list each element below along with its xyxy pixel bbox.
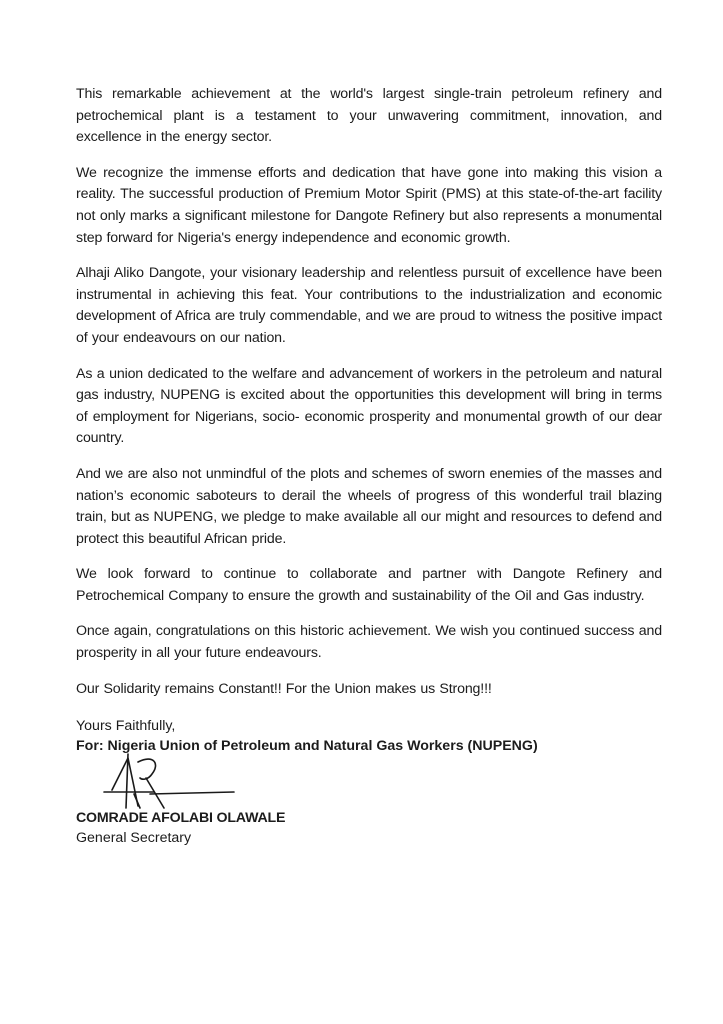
paragraph-achievement: This remarkable achievement at the world's largest single-train petroleum refinery and petrochemical plant is a testament to your unwavering commitment, innovation, and excellence in the energy sector. bbox=[76, 86, 662, 146]
paragraph-pledge: And we are also not unmindful of the plots and schemes of sworn enemies of the masses and nation’s economic saboteurs to derail the wheels of progress of this wonderful trail blazing train, but as NUPENG, we pledge to make available all our might and resources to defend and protect this beautiful African pride. bbox=[76, 465, 662, 547]
paragraph-leadership: Alhaji Aliko Dangote, your visionary leadership and relentless pursuit of excellence have been instrumental in achieving this feat. Your contributions to the industrialization and economic development of Africa are truly commendable, and we are proud to witness the positive impact of your endeavours on our nation. bbox=[76, 265, 662, 346]
signatory-name: COMRADE AFOLABI OLAWALE bbox=[76, 810, 286, 827]
signature-block bbox=[76, 756, 662, 808]
letter-closing bbox=[76, 716, 662, 848]
on-behalf-of: For: Nigeria Union of Petroleum and Natural Gas Workers (NUPENG) bbox=[76, 738, 538, 755]
paragraph-union-mission: As a union dedicated to the welfare and advancement of workers in the petroleum and natural gas industry, NUPENG is excited about the opportunities this development will bring in terms of employment for Nigerians, socio- economic prosperity and monumental growth of our dear country. bbox=[76, 365, 662, 447]
paragraph-recognition: We recognize the immense efforts and dedication that have gone into making this vision a reality. The successful production of Premium Motor Spirit (PMS) at this state-of-the-art facility not only marks a significant milestone for Dangote Refinery but also represents a monumental step forward for Nigeria's energy independence and economic growth. bbox=[76, 164, 662, 246]
signatory-title: General Secretary bbox=[76, 830, 192, 847]
paragraph-partnership: We look forward to continue to collaborate and partner with Dangote Refinery and Petrochemical Company to ensure the growth and sustainability of the Oil and Gas industry. bbox=[76, 566, 662, 604]
letter-body bbox=[76, 84, 662, 848]
paragraph-congratulations: Once again, congratulations on this historic achievement. We wish you continued success and prosperity in all your future endeavours. bbox=[76, 623, 662, 662]
handwritten-signature-icon bbox=[94, 750, 244, 812]
salutation: Yours Faithfully, bbox=[76, 718, 176, 735]
paragraph-solidarity: Our Solidarity remains Constant!! For the Union makes us Strong!!! bbox=[76, 680, 492, 697]
